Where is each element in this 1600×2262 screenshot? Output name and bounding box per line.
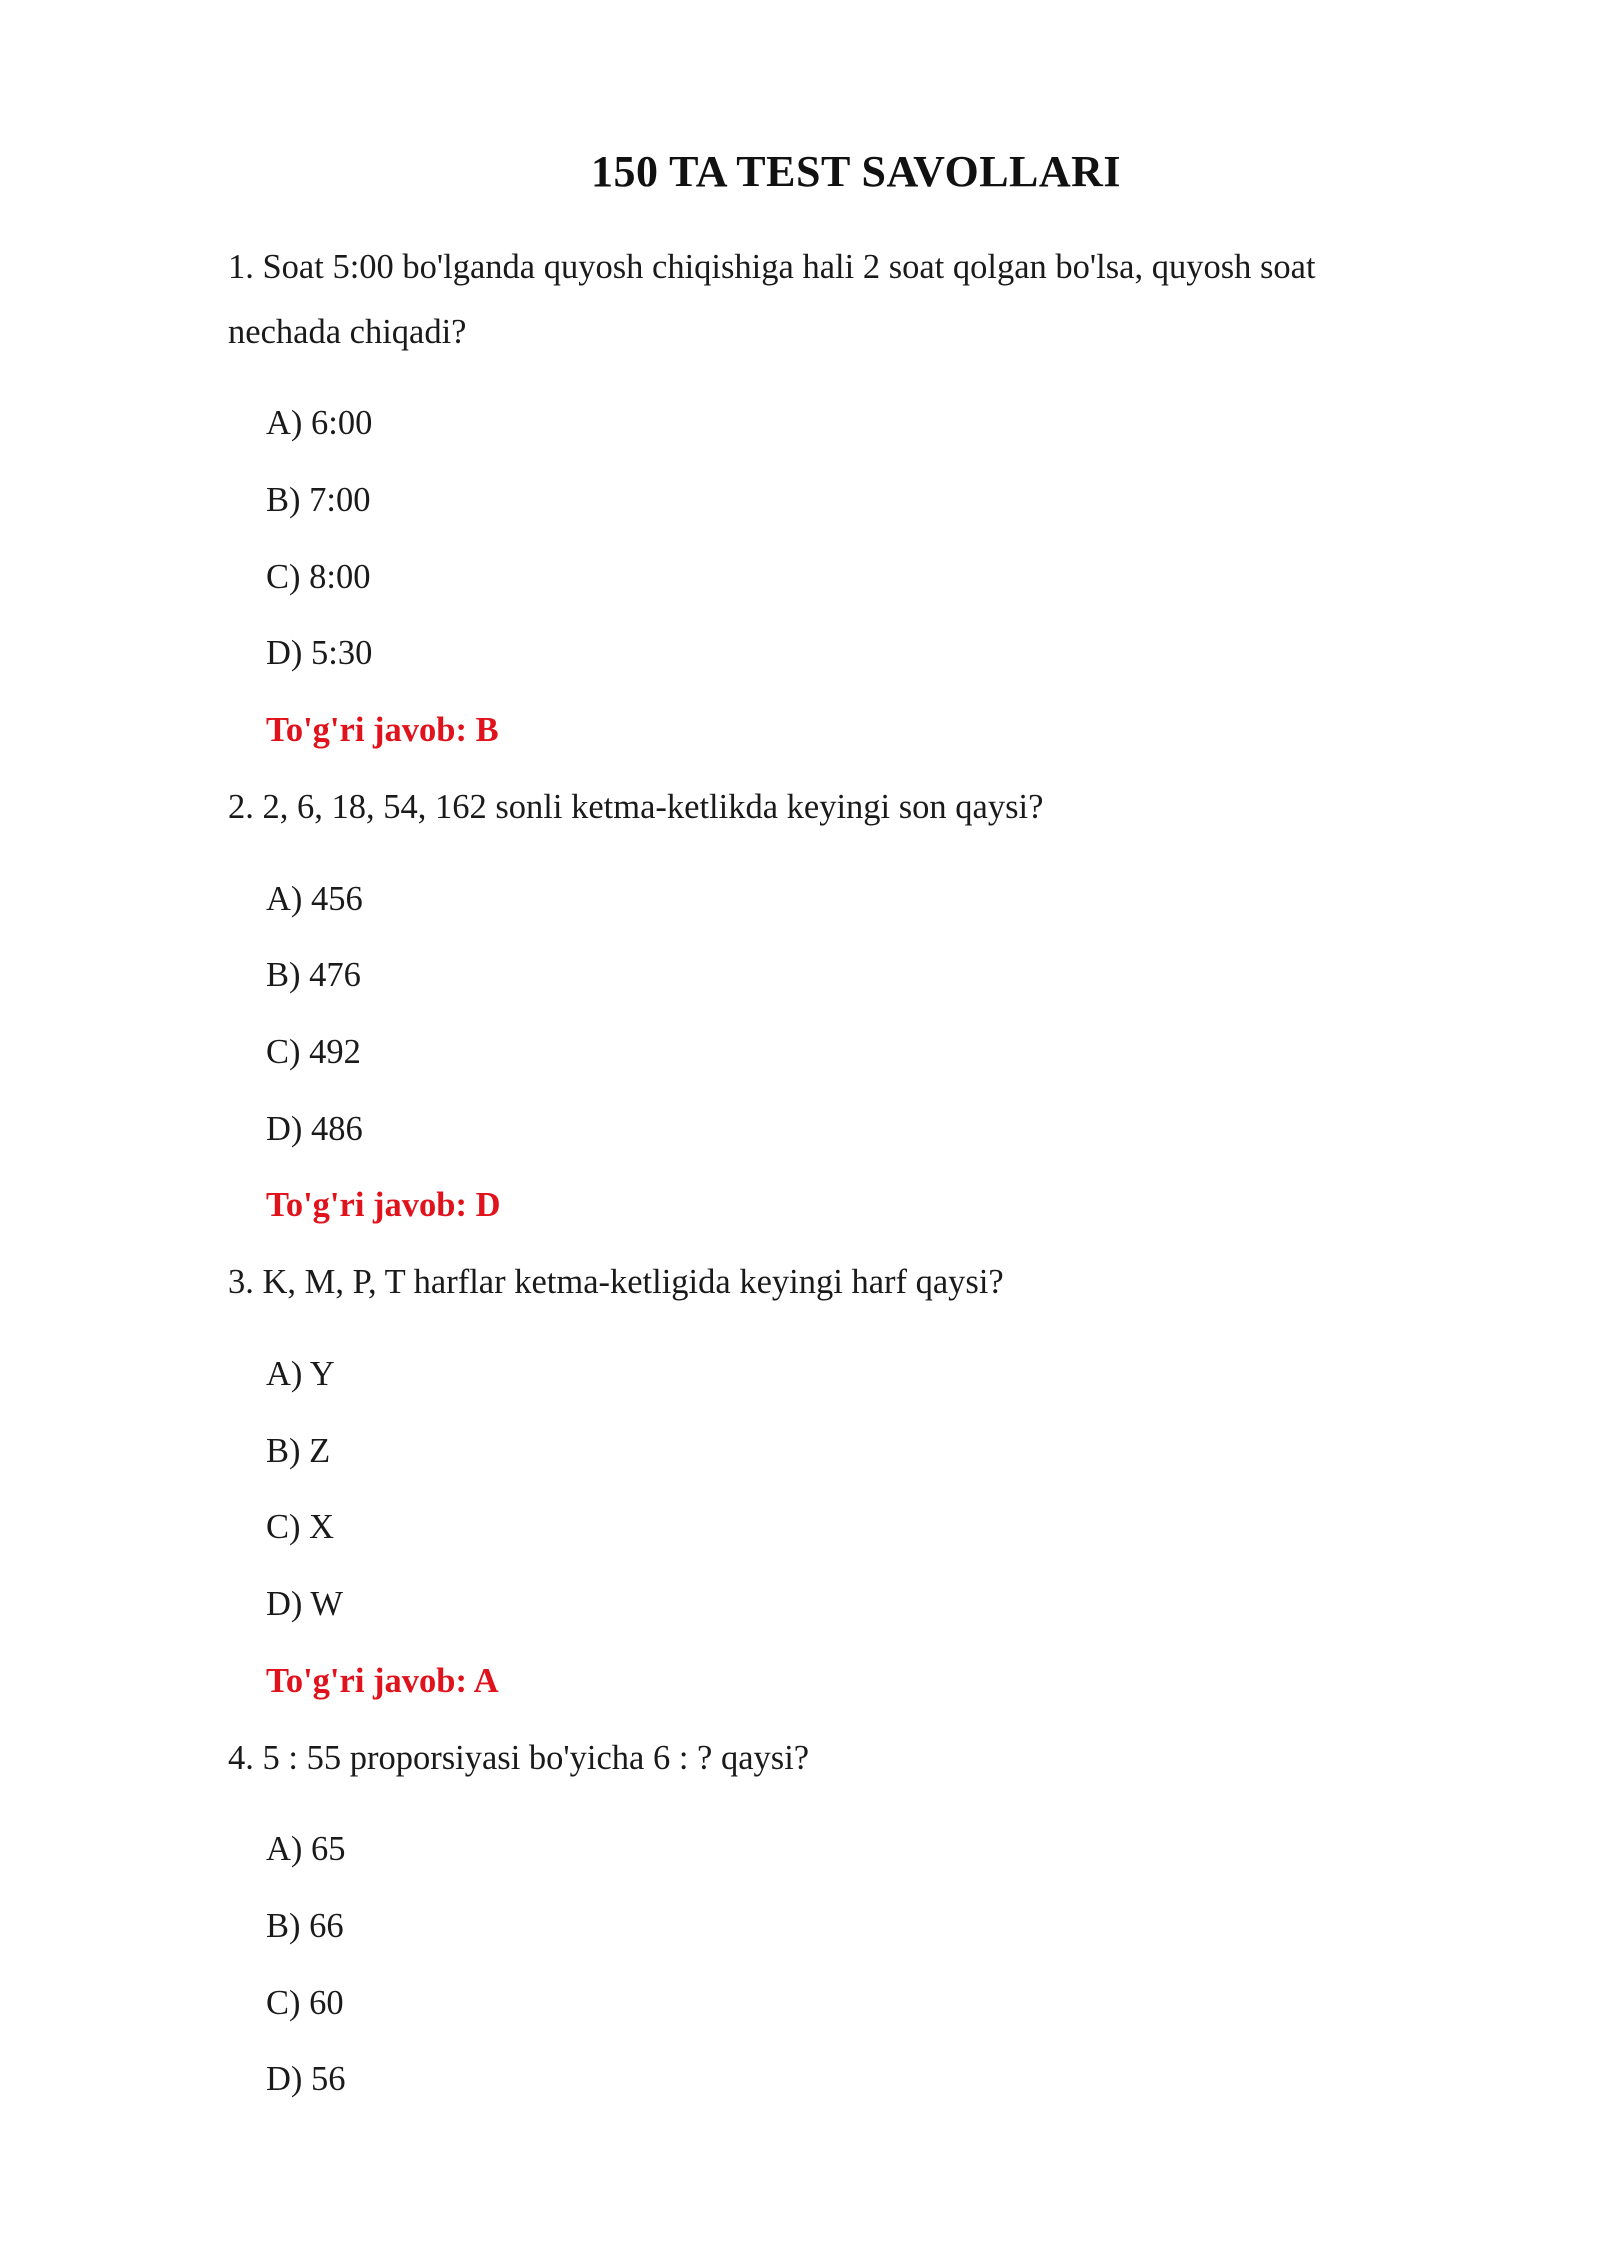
question-2-option-c: C) 492: [266, 1033, 361, 1071]
question-2-text: 2. 2, 6, 18, 54, 162 sonli ketma-ketlikda keyingi son qaysi?: [228, 788, 1044, 826]
question-2-option-b: B) 476: [266, 956, 361, 994]
question-1-option-a: A) 6:00: [266, 404, 373, 442]
question-3-option-a: A) Y: [266, 1355, 335, 1393]
page-title: 150 TA TEST SAVOLLARI: [590, 147, 1122, 196]
question-4-option-a: A) 65: [266, 1830, 346, 1868]
question-2-option-a: A) 456: [266, 880, 363, 918]
question-1-option-d: D) 5:30: [266, 634, 373, 672]
question-1-option-c: C) 8:00: [266, 558, 371, 596]
question-4-option-d: D) 56: [266, 2060, 346, 2098]
question-1-answer: To'g'ri javob: B: [266, 711, 499, 749]
question-3-text: 3. K, M, P, T harflar ketma-ketligida keyingi harf qaysi?: [228, 1263, 1004, 1301]
question-1-option-b: B) 7:00: [266, 481, 371, 519]
question-3-option-b: B) Z: [266, 1432, 331, 1470]
question-3-option-c: C) X: [266, 1508, 335, 1546]
question-3-answer: To'g'ri javob: A: [266, 1662, 499, 1700]
question-4-text: 4. 5 : 55 proporsiyasi bo'yicha 6 : ? qaysi?: [228, 1739, 810, 1777]
question-2-answer: To'g'ri javob: D: [266, 1186, 501, 1224]
question-1-text: 1. Soat 5:00 bo'lganda quyosh chiqishiga hali 2 soat qolgan bo'lsa, quyosh soat nechada chiqadi?: [228, 248, 1316, 351]
question-4-option-c: C) 60: [266, 1984, 344, 2022]
question-2-option-d: D) 486: [266, 1110, 363, 1148]
question-3-option-d: D) W: [266, 1585, 343, 1623]
question-4-option-b: B) 66: [266, 1907, 344, 1945]
